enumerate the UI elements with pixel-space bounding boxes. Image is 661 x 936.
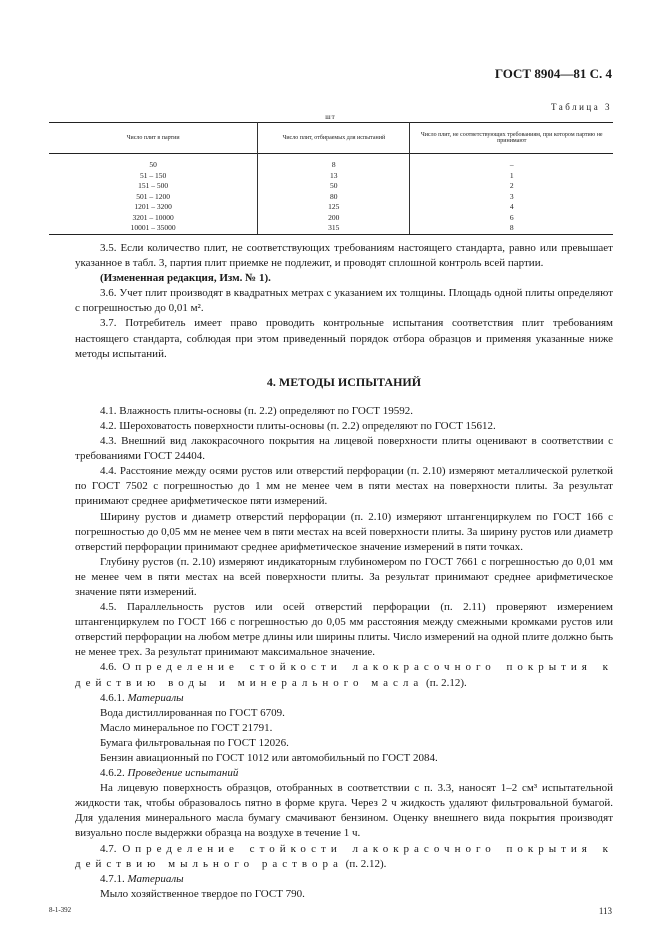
table-row xyxy=(49,171,613,182)
clause-number: 4.6. xyxy=(100,661,117,674)
page-header: ГОСТ 8904—81 С. 4 xyxy=(494,66,612,81)
table-cell: 6 xyxy=(410,213,613,224)
spaced-heading: Определение стойкости лакокрасочного покрытия к действию воды и минерального масла xyxy=(75,661,614,689)
table-header-row xyxy=(49,123,613,154)
paragraph-4-4: 4.4. Расстояние между осями рустов или отверстий перфорации (п. 2.10) измеряют металлической рулеткой по ГОСТ 7502 с погрешностью до 1 мм не менее чем в пяти местах на поверхности плиты. За результат принимают среднее арифметическое пяти измерений. xyxy=(75,465,613,508)
clause-number: 4.7.1. xyxy=(100,872,125,885)
table-cell: 80 xyxy=(258,192,410,203)
paragraph-4-4-width: Ширину рустов и диаметр отверстий перфорации (п. 2.10) измеряют штангенциркулем по ГОСТ 166 с погрешностью до 0,05 мм не менее чем в пяти местах на всей поверхности плиты. За ширину рустов или диаметр отверстий перфорации принимают среднее арифметическое значение измерений в пяти точках. xyxy=(75,510,613,553)
clause-reference: (п. 2.12). xyxy=(345,857,387,870)
subheading: Материалы xyxy=(127,691,184,704)
column-header: Число плит в партии xyxy=(126,135,180,141)
revision-note: (Измененная редакция, Изм. № 1). xyxy=(100,272,271,285)
table-cell: 501 – 1200 xyxy=(136,191,170,201)
paragraph-4-5: 4.5. Параллельность рустов или осей отверстий перфорации (п. 2.11) проверяют измерением штангенциркулем по ГОСТ 166 с погрешностью до 0,05 мм расстояния между смежными кромками рустов или отверстий перфорации на любом метре длины или ширины плиты. Число измерений на одной плите должно быть не менее трех. За результат принимают максимальное значение. xyxy=(75,601,613,659)
table-cell: 13 xyxy=(258,171,410,182)
table-unit: шт xyxy=(325,113,336,121)
material-item: Вода дистиллированная по ГОСТ 6709. xyxy=(100,706,285,719)
paragraph-4-6 xyxy=(75,660,613,690)
subheading: Материалы xyxy=(127,872,184,885)
spaced-heading: Определение стойкости лакокрасочного покрытия к действию мыльного раствора xyxy=(75,842,614,870)
page-number: 113 xyxy=(598,906,612,916)
table-cell: 200 xyxy=(258,213,410,224)
material-item: Мыло хозяйственное твердое по ГОСТ 790. xyxy=(100,887,305,900)
paragraph-4-6-2-text: На лицевую поверхность образцов, отобранных в соответствии с п. 3.3, наносят 1–2 см³ испытательной жидкости так, чтобы образовалось пятно в форме круга. Через 2 ч жидкость удаляют фильтровальной бумагой. Для удаления минерального масла бумагу смачивают бензином. Оценку внешнего вида покрытия производят визуально после выдержки образца на воздухе в течение 1 ч. xyxy=(75,782,613,840)
table-cell: 10001 – 35000 xyxy=(49,223,258,234)
table-row xyxy=(49,213,613,224)
column-header: Число плит, отбираемых для испытаний xyxy=(258,123,410,154)
clause-number: 4.6.2. xyxy=(100,767,125,780)
subheading: Проведение испытаний xyxy=(127,767,239,780)
paragraph-3-6: 3.6. Учет плит производят в квадратных метрах с указанием их толщины. Площадь одной плиты определяют с погрешностью до 0,01 м². xyxy=(75,287,613,315)
table-cell: 151 – 500 xyxy=(138,181,169,190)
table-cell: 4 xyxy=(410,202,613,213)
document-body xyxy=(75,241,613,902)
paragraph-4-7 xyxy=(75,842,613,872)
table-cell: 1 xyxy=(410,171,613,182)
table-cell: – xyxy=(410,154,613,171)
table-row xyxy=(49,202,613,213)
paragraph-4-1: 4.1. Влажность плиты-основы (п. 2.2) определяют по ГОСТ 19592. xyxy=(100,404,414,417)
table-cell: 50 xyxy=(149,160,157,169)
clause-reference: (п. 2.12). xyxy=(426,676,467,689)
clause-number: 4.6.1. xyxy=(100,691,125,704)
paragraph-4-4-depth: Глубину рустов (п. 2.10) измеряют индикаторным глубиномером по ГОСТ 7661 с погрешностью до 0,01 мм не менее чем в пяти местах на всей поверхности плиты. За результат принимают среднее арифметическое значение пяти измерений. xyxy=(75,555,613,598)
material-item: Бумага фильтровальная по ГОСТ 12026. xyxy=(100,736,289,749)
paragraph-4-6-2 xyxy=(75,766,613,781)
table-row xyxy=(49,154,613,171)
table-cell: 1201 – 3200 xyxy=(134,202,172,211)
table-cell: 8 xyxy=(410,223,613,234)
table-row xyxy=(49,192,613,203)
table-cell: 315 xyxy=(258,223,410,234)
paragraph-4-6-1 xyxy=(75,691,613,706)
column-header: Число плит, не соответствующих требованиям, при котором партию не принимают xyxy=(410,123,613,154)
section-heading: 4. МЕТОДЫ ИСПЫТАНИЙ xyxy=(266,374,422,389)
table-cell: 3201 – 10000 xyxy=(132,212,174,222)
paragraph-4-7-1 xyxy=(75,872,613,887)
table-3 xyxy=(49,122,613,235)
table-row xyxy=(49,223,613,234)
table-row xyxy=(49,181,613,192)
table-cell: 2 xyxy=(410,181,613,192)
paragraph-4-2: 4.2. Шероховатость поверхности плиты-основы (п. 2.2) определяют по ГОСТ 15612. xyxy=(100,419,496,432)
table-cell: 8 xyxy=(258,154,410,171)
paragraph-4-3: 4.3. Внешний вид лакокрасочного покрытия на лицевой поверхности плиты оценивают в соответствии с требованиями ГОСТ 24404. xyxy=(75,435,613,463)
table-cell: 50 xyxy=(258,181,410,192)
table-cell: 3 xyxy=(410,192,613,203)
material-item: Масло минеральное по ГОСТ 21791. xyxy=(100,721,273,734)
table-cell: 51 – 150 xyxy=(139,170,167,180)
table-cell: 125 xyxy=(258,202,410,213)
material-item: Бензин авиационный по ГОСТ 1012 или автомобильный по ГОСТ 2084. xyxy=(100,752,438,764)
table-caption: Таблица 3 xyxy=(551,102,612,112)
paragraph-3-5: 3.5. Если количество плит, не соответствующих требованиям настоящего стандарта, равно или превышает указанное в табл. 3, партия плит приемке не подлежит, и проводят сплошной контроль всей партии. xyxy=(75,242,613,270)
footer-code: 8-1-392 xyxy=(49,906,72,914)
clause-number: 4.7. xyxy=(100,842,117,855)
paragraph-3-7: 3.7. Потребитель имеет право проводить контрольные испытания соответствия плит требованиям настоящего стандарта, соблюдая при этом приведенный порядок отбора образцов и применяя указанные ниже методы испытаний. xyxy=(75,317,613,360)
